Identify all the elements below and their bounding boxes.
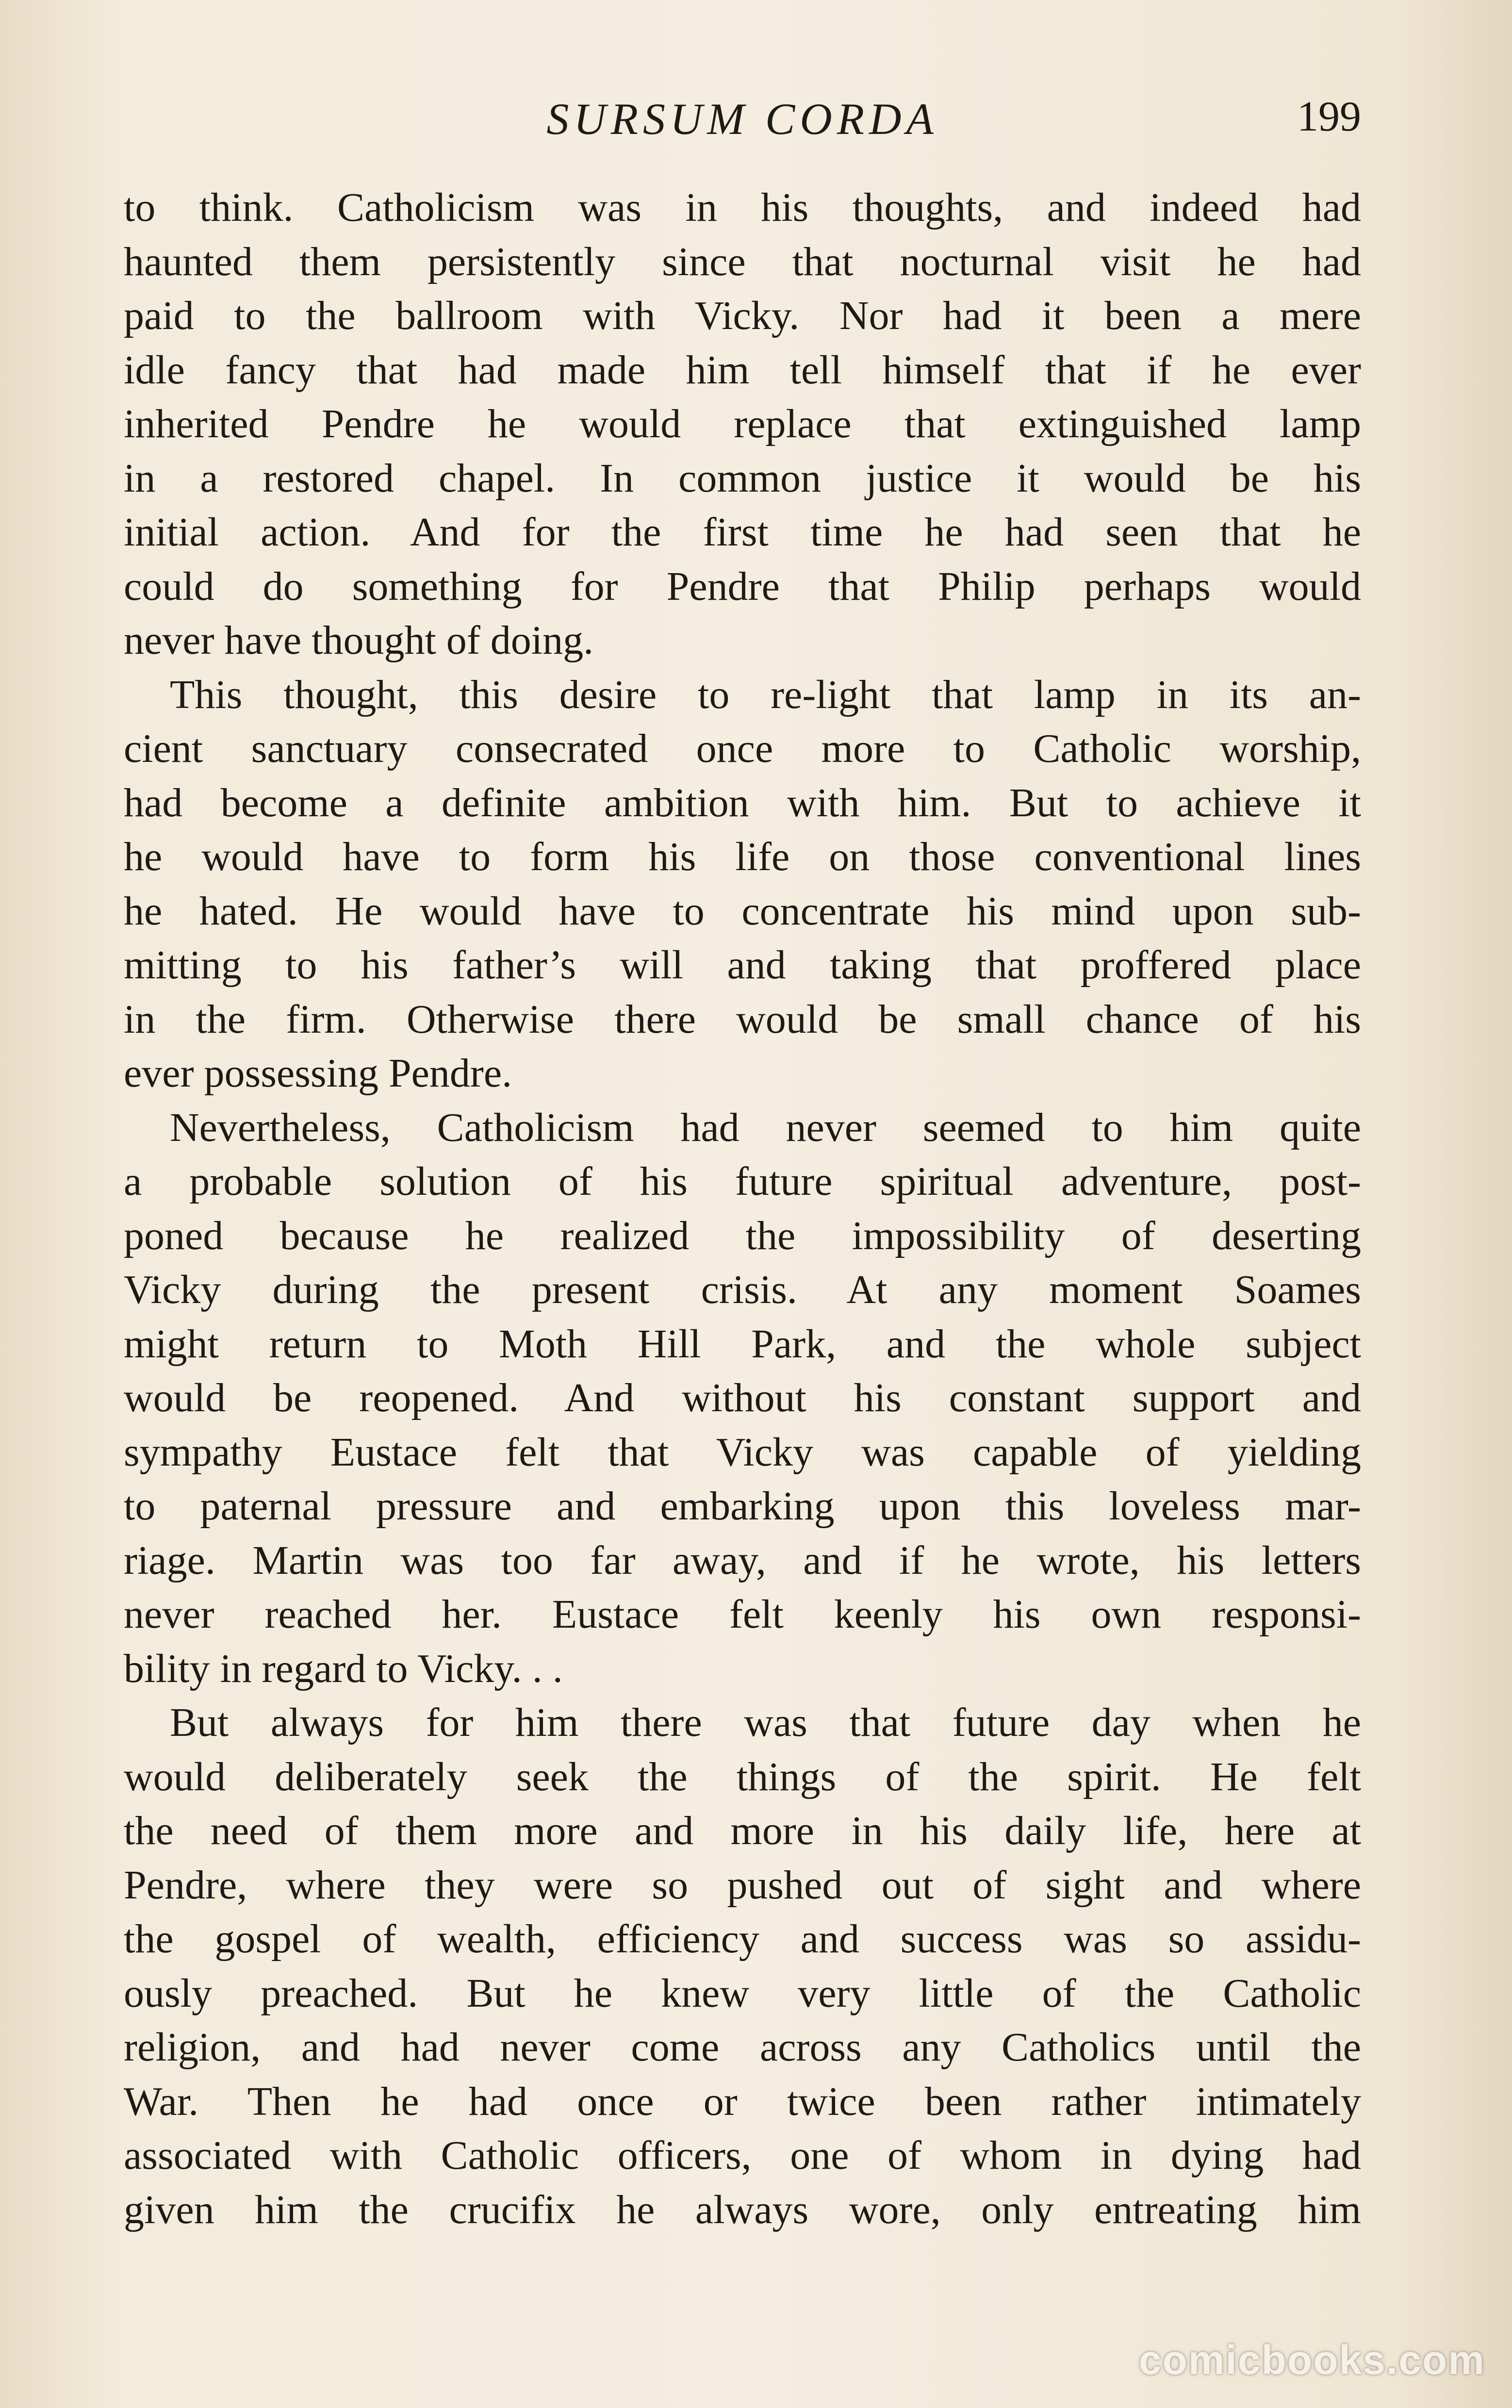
text-line: he hated. He would have to concentrate his mind upon sub-: [124, 888, 1361, 934]
text-line: never have thought of doing.: [124, 618, 594, 663]
running-title: SURSUM CORDA: [546, 94, 938, 144]
text-line: inherited Pendre he would replace that extinguished lamp: [124, 401, 1361, 446]
text-line: ously preached. But he knew very little of the Catholic: [124, 1970, 1361, 2016]
text-line: Pendre, where they were so pushed out of sight and where: [124, 1862, 1361, 1908]
text-line: paid to the ballroom with Vicky. Nor had it been a mere: [124, 293, 1361, 338]
text-line: would be reopened. And without his constant support and: [124, 1375, 1361, 1420]
text-line: the gospel of wealth, efficiency and success was so assidu-: [124, 1916, 1361, 1962]
text-line: War. Then he had once or twice been rather intimately: [124, 2078, 1361, 2124]
text-line: would deliberately seek the things of the spirit. He felt: [124, 1754, 1361, 1799]
text-line: might return to Moth Hill Park, and the whole subject: [124, 1321, 1361, 1367]
text-line: poned because he realized the impossibility of deserting: [124, 1213, 1361, 1258]
text-line: had become a definite ambition with him. But to achieve it: [124, 780, 1361, 825]
text-line: But always for him there was that future day when he: [170, 1700, 1361, 1745]
text-line: to think. Catholicism was in his thoughts, and indeed had: [124, 185, 1361, 230]
text-line: mitting to his father’s will and taking that proffered place: [124, 942, 1361, 988]
body-text: [124, 181, 1361, 2237]
text-line: Nevertheless, Catholicism had never seemed to him quite: [170, 1105, 1361, 1150]
text-line: a probable solution of his future spiritual adventure, post-: [124, 1159, 1361, 1204]
text-line: initial action. And for the first time he had seen that he: [124, 510, 1361, 555]
text-line: cient sanctuary consecrated once more to Catholic worship,: [124, 726, 1361, 771]
text-line: This thought, this desire to re-light that lamp in its an-: [170, 672, 1361, 717]
text-line: haunted them persistently since that nocturnal visit he had: [124, 239, 1361, 284]
page-number: 199: [1297, 93, 1361, 140]
text-line: in a restored chapel. In common justice it would be his: [124, 455, 1361, 501]
text-line: bility in regard to Vicky. . .: [124, 1646, 563, 1691]
text-line: ever possessing Pendre.: [124, 1051, 512, 1096]
text-line: riage. Martin was too far away, and if he wrote, his letters: [124, 1537, 1361, 1583]
running-head: [124, 92, 1361, 160]
text-line: the need of them more and more in his daily life, here at: [124, 1808, 1361, 1853]
watermark: comicbooks.com: [1138, 2337, 1485, 2383]
text-line: sympathy Eustace felt that Vicky was capable of yielding: [124, 1429, 1361, 1475]
text-line: never reached her. Eustace felt keenly his own responsi-: [124, 1592, 1361, 1637]
text-line: he would have to form his life on those conventional lines: [124, 834, 1361, 879]
text-line: idle fancy that had made him tell himself that if he ever: [124, 347, 1361, 393]
text-line: associated with Catholic officers, one of whom in dying had: [124, 2133, 1361, 2178]
text-line: given him the crucifix he always wore, only entreating him: [124, 2187, 1361, 2232]
text-line: religion, and had never come across any Catholics until the: [124, 2025, 1361, 2070]
text-line: Vicky during the present crisis. At any moment Soames: [124, 1267, 1361, 1312]
text-line: to paternal pressure and embarking upon this loveless mar-: [124, 1484, 1361, 1529]
text-line: could do something for Pendre that Philip perhaps would: [124, 563, 1361, 609]
text-line: in the firm. Otherwise there would be small chance of his: [124, 996, 1361, 1042]
